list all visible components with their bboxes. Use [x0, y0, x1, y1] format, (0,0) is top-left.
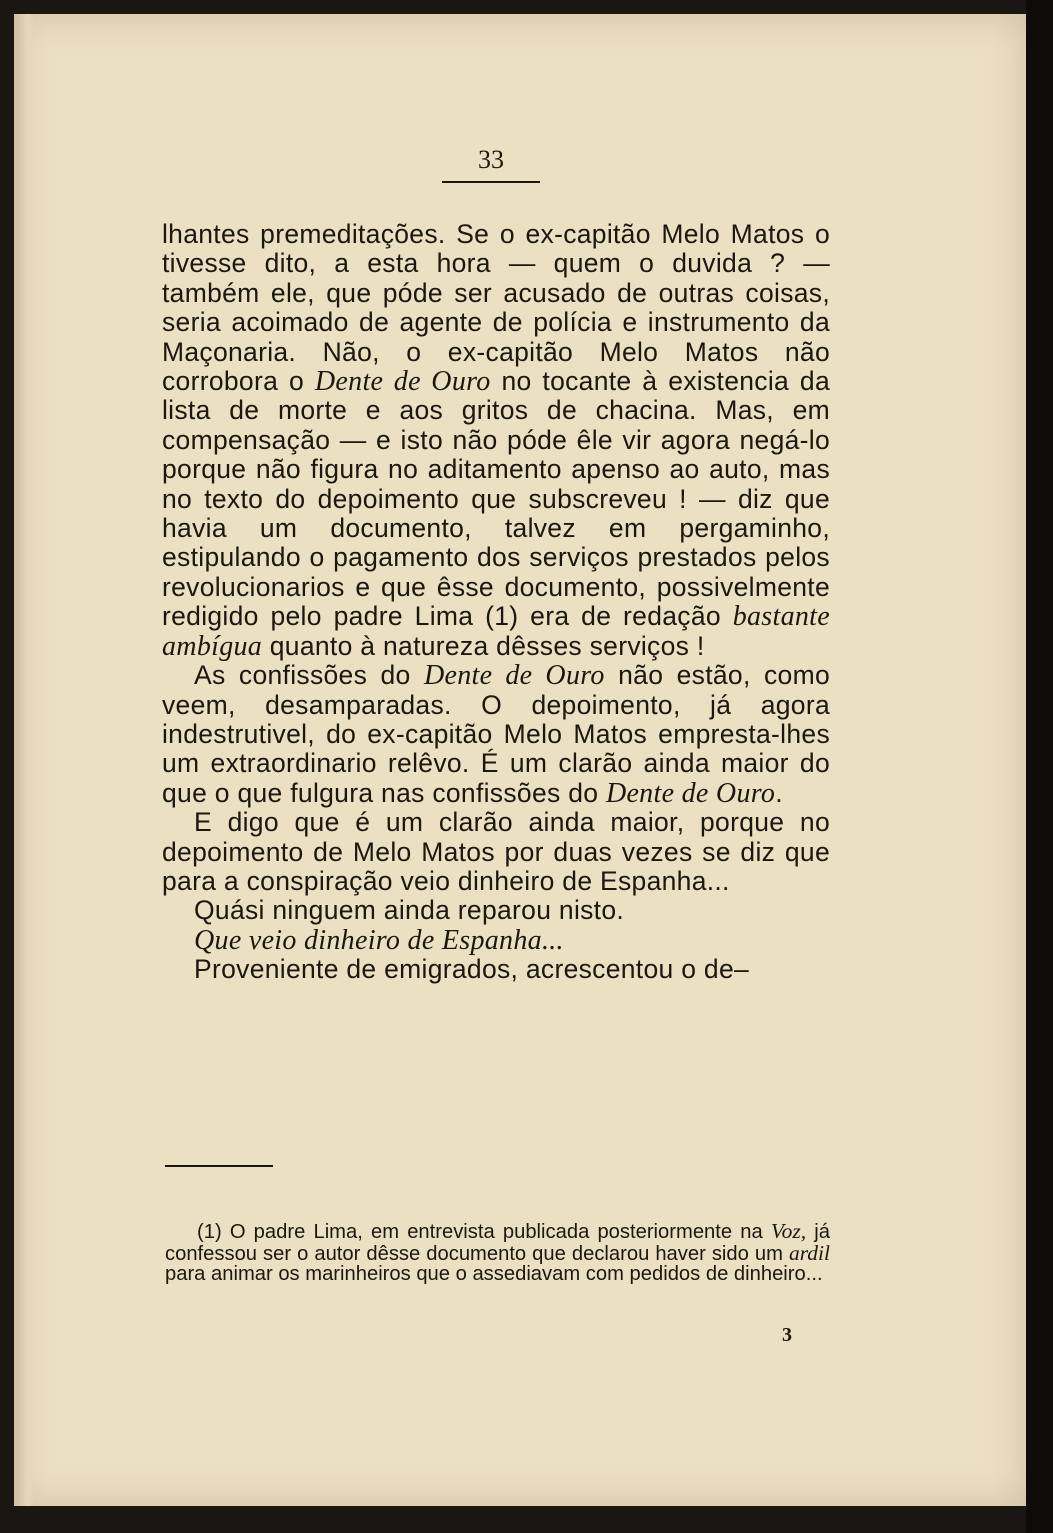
footnote-text-c: para animar os marinheiros que o assediavam com pedidos de dinheiro... [165, 1263, 823, 1286]
footnote-1 [165, 1221, 830, 1285]
body-text [162, 220, 830, 985]
paragraph-1-text-c: quanto à natureza dêsses serviços ! [262, 630, 705, 661]
paragraph-2-text-a: As confissões do [194, 660, 424, 691]
paragraph-1-text-a: lhantes premeditações. Se o ex-capitão Melo Matos o tivesse dito, a esta hora — quem o duvida ? — também ele, que póde ser acusado de outras coisas, seria acoimado de agente de polícia e instrumento da Maçonaria. Não, o ex-capitão Melo Matos não corrobora o [162, 219, 830, 397]
paragraph-2-text-b: não estão, como veem, desamparadas. O depoimento, já agora indestrutivel, do ex-capitão Melo Matos empresta-lhes um extraordinario relêvo. É um clarão ainda maior do que o que fulgura nas confissões do [162, 660, 831, 808]
paragraph-2-text-c: . [775, 777, 783, 808]
footnote [165, 1221, 830, 1285]
footnote-text-b: já confessou ser o autor dêsse documento que declarou haver sido um [165, 1221, 830, 1265]
paragraph-3: E digo que é um clarão ainda maior, porque no depoimento de Melo Matos por duas vezes se diz que para a conspiração veio dinheiro de Espanha... [162, 807, 830, 896]
paragraph-2-italic-b: Dente de Ouro [605, 777, 776, 809]
paragraph-5-italic: Que veio dinheiro de Espanha... [194, 924, 564, 956]
paragraph-1-text-b: no tocante à existencia da lista de morte e aos gritos de chacina. Mas, em compensação — e isto não póde êle vir agora negá-lo porque não figura no aditamento apenso ao auto, mas no texto do depoimento que subscreveu ! — diz que havia um documento, talvez em pergaminho, estipulando o pagamento dos serviços prestados pelos revolucionarios e que êsse documento, possivelmente redigido pelo padre Lima (1) era de redação [162, 366, 831, 632]
paragraph-4: Quási ninguem ainda reparou nisto. [194, 895, 625, 926]
paragraph-6: Proveniente de emigrados, acrescentou o de– [194, 954, 750, 985]
page-number: 33 [478, 145, 504, 174]
footnote-italic-b: ardil [788, 1240, 830, 1265]
paragraph-1-italic-a: Dente de Ouro [314, 366, 491, 398]
paragraph-5 [162, 926, 830, 955]
scan-edge [1026, 0, 1053, 1533]
paragraph-1 [162, 220, 830, 661]
printer-signature-mark: 3 [782, 1324, 792, 1346]
page-number-rule [442, 181, 540, 183]
footnote-text-a: (1) O padre Lima, em entrevista publicada posteriormente na [197, 1221, 771, 1243]
paragraph-2 [162, 661, 830, 808]
paragraph-1-italic-b: bastante ambígua [162, 601, 830, 662]
page-binding-shadow [14, 14, 34, 1506]
footnote-italic-a: Voz, [770, 1219, 807, 1243]
paragraph-2-italic-a: Dente de Ouro [423, 660, 605, 692]
footnote-rule [165, 1165, 273, 1167]
